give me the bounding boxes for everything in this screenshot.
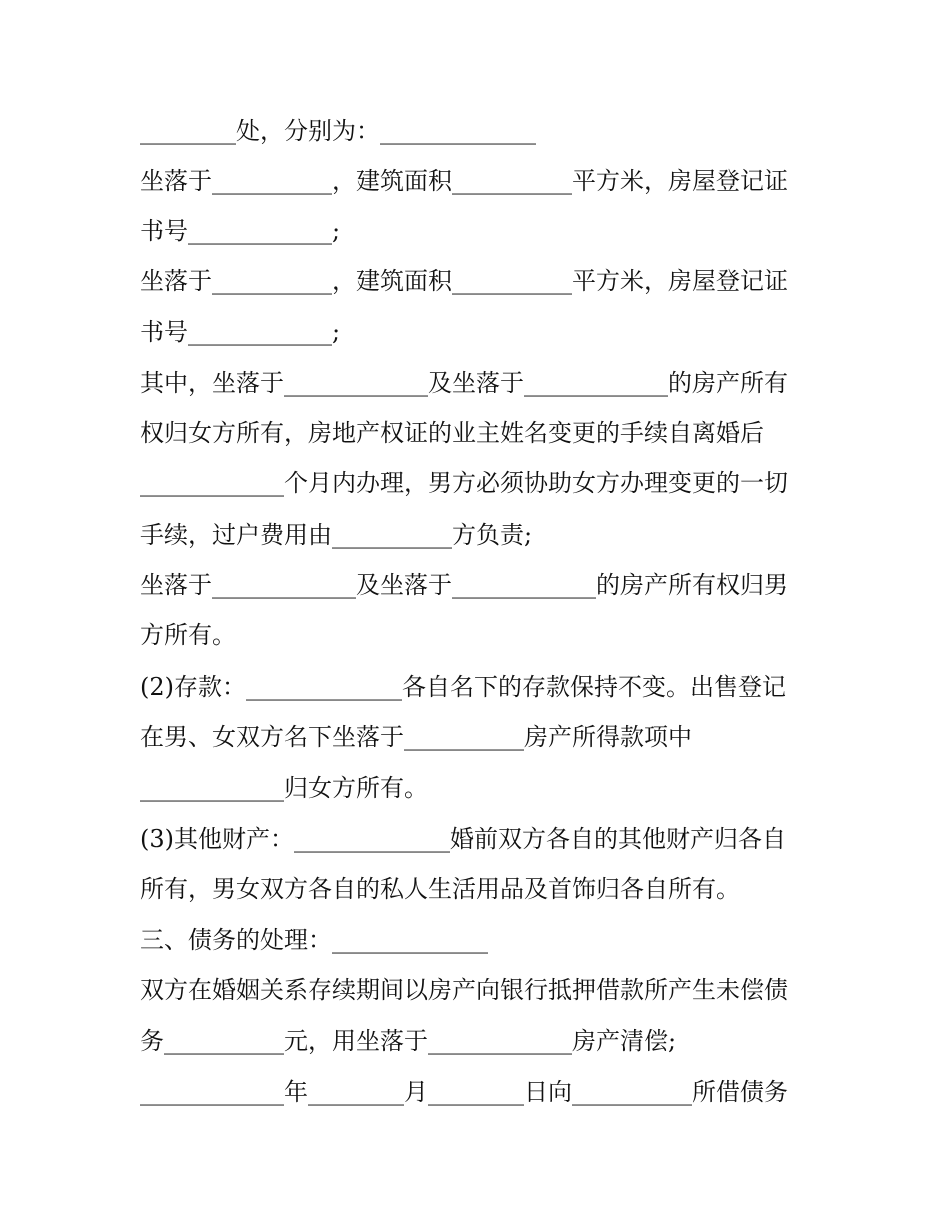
text-line-17: 三、债务的处理：_____________ <box>140 926 488 954</box>
text-line-15: (3)其他财产：_____________婚前双方各自的其他财产归各自 <box>140 825 786 853</box>
text-line-19: 务__________元，用坐落于____________房产清偿; <box>140 1027 677 1055</box>
text-line-20: ____________年________月________日向__________所借债务 <box>140 1078 788 1106</box>
text-line-5: 书号____________; <box>140 318 341 346</box>
text-line-1: ________处，分别为：_____________ <box>140 117 536 145</box>
text-line-12: (2)存款：_____________各自名下的存款保持不变。出售登记 <box>140 673 786 701</box>
text-line-13: 在男、女双方名下坐落于__________房产所得款项中 <box>140 723 692 751</box>
text-line-4: 坐落于__________，建筑面积__________平方米，房屋登记证 <box>140 267 788 295</box>
text-line-7: 权归女方所有，房地产权证的业主姓名变更的手续自离婚后 <box>140 419 764 447</box>
text-line-18: 双方在婚姻关系存续期间以房产向银行抵押借款所产生未偿债 <box>140 976 788 1004</box>
text-line-8: ____________个月内办理，男方必须协助女方办理变更的一切 <box>140 469 788 497</box>
text-line-9: 手续，过户费用由__________方负责; <box>140 521 533 549</box>
text-line-16: 所有，男女双方各自的私人生活用品及首饰归各自所有。 <box>140 875 740 903</box>
text-line-14: ____________归女方所有。 <box>140 774 428 802</box>
text-line-6: 其中，坐落于____________及坐落于____________的房产所有 <box>140 369 788 397</box>
text-line-10: 坐落于____________及坐落于____________的房产所有权归男 <box>140 571 788 599</box>
text-line-11: 方所有。 <box>140 621 236 649</box>
text-line-3: 书号____________; <box>140 217 341 245</box>
text-line-2: 坐落于__________，建筑面积__________平方米，房屋登记证 <box>140 167 788 195</box>
